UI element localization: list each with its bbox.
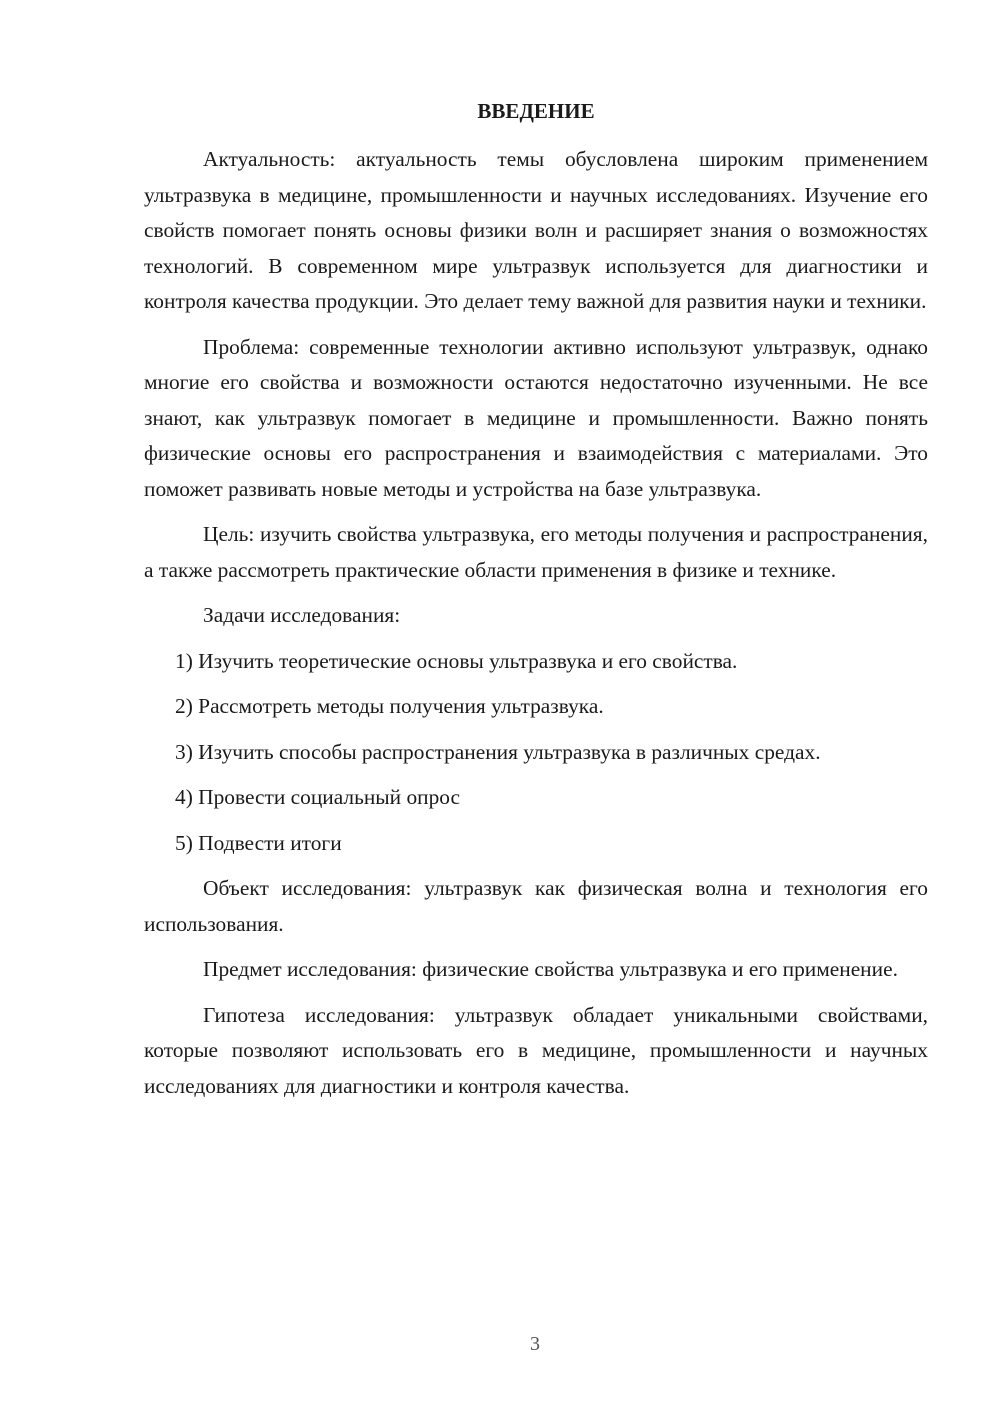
hypothesis-paragraph: Гипотеза исследования: ультразвук обладает уникальными свойствами, которые позволяют использовать его в медицине, промышленности и научных исследованиях для диагностики и контроля качества. — [144, 1002, 928, 1098]
task-item: 3) Изучить способы распространения ультразвука в различных средах. — [175, 739, 821, 764]
problem-paragraph: Проблема: современные технологии активно используют ультразвук, однако многие его свойства и возможности остаются недостаточно изученными. Не все знают, как ультразвук помогает в медицине и промышленности. Важно понять физические основы его распространения и взаимодействия с материалами. Это поможет развивать новые методы и устройства на базе ультразвука. — [144, 334, 928, 501]
task-item: 4) Провести социальный опрос — [175, 785, 461, 809]
task-item: 5) Подвести итоги — [175, 830, 342, 855]
task-item: 1) Изучить теоретические основы ультразвука и его свойства. — [175, 648, 738, 673]
page-number: 3 — [530, 1333, 540, 1355]
subject-paragraph: Предмет исследования: физические свойства ультразвука и его применение. — [203, 957, 898, 981]
task-item: 2) Рассмотреть методы получения ультразвука. — [175, 694, 604, 718]
tasks-list — [144, 644, 928, 862]
object-paragraph: Объект исследования: ультразвук как физическая волна и технология его использования. — [144, 876, 928, 936]
goal-paragraph: Цель: изучить свойства ультразвука, его методы получения и распространения, а также рассмотреть практические области применения в физике и технике. — [144, 522, 928, 582]
tasks-heading: Задачи исследования: — [203, 603, 401, 627]
document-page — [144, 96, 928, 1114]
relevance-paragraph: Актуальность: актуальность темы обусловлена широким применением ультразвука в медицине, промышленности и научных исследованиях. Изучение его свойств помогает понять основы физики волн и расширяет знания о возможностях технологий. В современном мире ультразвук используется для диагностики и контроля качества продукции. Это делает тему важной для развития науки и техники. — [144, 147, 928, 313]
document-title: ВВЕДЕНИЕ — [477, 99, 595, 123]
